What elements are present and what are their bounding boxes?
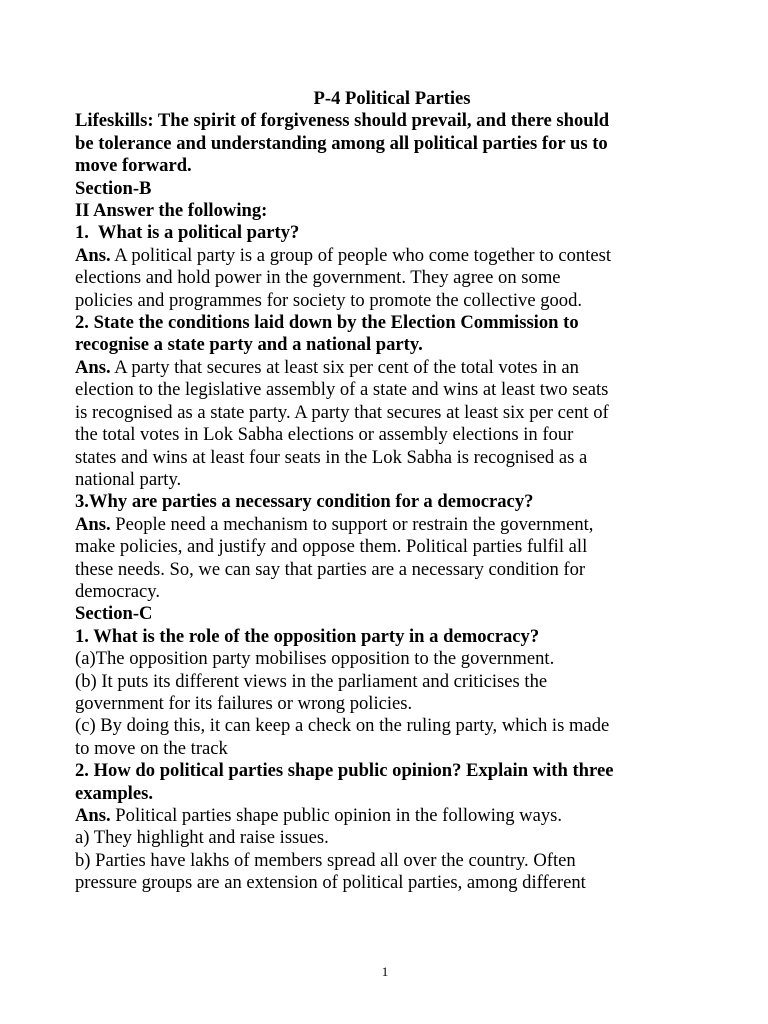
answer-label: Ans. [75,513,111,535]
answer-line: (c) By doing this, it can keep a check on the ruling party, which is made [75,715,610,737]
answer-line: these needs. So, we can say that parties are a necessary condition for [75,558,586,580]
answer-line: make policies, and justify and oppose them. Political parties fulfil all [75,536,588,558]
page-title: P-4 Political Parties [313,88,471,109]
question-heading: 2. State the conditions laid down by the Election Commission to [75,312,579,334]
answer-line: states and wins at least four seats in the Lok Sabha is recognised as a [75,446,588,468]
question-heading: 2. How do political parties shape public opinion? Explain with three [75,760,614,782]
question-heading: 1. What is the role of the opposition party in a democracy? [75,625,540,647]
lifeskills-line: Lifeskills: The spirit of forgiveness should prevail, and there should [75,110,610,132]
answer-line: policies and programmes for society to promote the collective good. [75,289,583,311]
answer-label: Ans. [75,805,111,826]
answer-line: the total votes in Lok Sabha elections or assembly elections in four [75,424,574,446]
answer-line: (a)The opposition party mobilises opposition to the government. [75,648,555,670]
answer-line [75,245,695,267]
answer-text: A political party is a group of people who come together to contest [110,244,612,266]
question-heading: 1. What is a political party? [75,222,300,244]
answer-line: a) They highlight and raise issues. [75,827,329,849]
answer-text: People need a mechanism to support or restrain the government, [110,513,594,535]
section-heading: Section-B [75,177,152,199]
answer-label: Ans. [75,244,111,266]
lifeskills-line: be tolerance and understanding among all political parties for us to [75,132,608,154]
answer-line: national party. [75,468,182,490]
answer-line [75,805,695,827]
section-heading: Section-C [75,603,153,625]
answer-line [75,357,695,379]
answer-line: (b) It puts its different views in the parliament and criticises the [75,670,548,692]
instruction-heading: II Answer the following: [75,200,268,222]
answer-line: elections and hold power in the government. They agree on some [75,267,561,289]
answer-line: is recognised as a state party. A party that secures at least six per cent of [75,401,609,423]
answer-line [75,514,695,536]
question-heading: 3.Why are parties a necessary condition for a democracy? [75,491,534,513]
document-body [75,88,695,895]
answer-line: to move on the track [75,737,228,759]
answer-line: government for its failures or wrong policies. [75,692,413,714]
answer-text: A party that secures at least six per cent of the total votes in an [110,356,579,378]
answer-line: pressure groups are an extension of political parties, among different [75,872,586,894]
answer-line: election to the legislative assembly of a state and wins at least two seats [75,379,609,401]
answer-line: democracy. [75,580,160,602]
lifeskills-line: move forward. [75,155,192,177]
answer-text: Political parties shape public opinion in the following ways. [110,805,562,826]
answer-label: Ans. [75,356,111,378]
answer-line: b) Parties have lakhs of members spread all over the country. Often [75,849,576,871]
question-heading: recognise a state party and a national party. [75,334,423,356]
question-heading: examples. [75,782,153,804]
page-number: 1 [381,964,389,979]
